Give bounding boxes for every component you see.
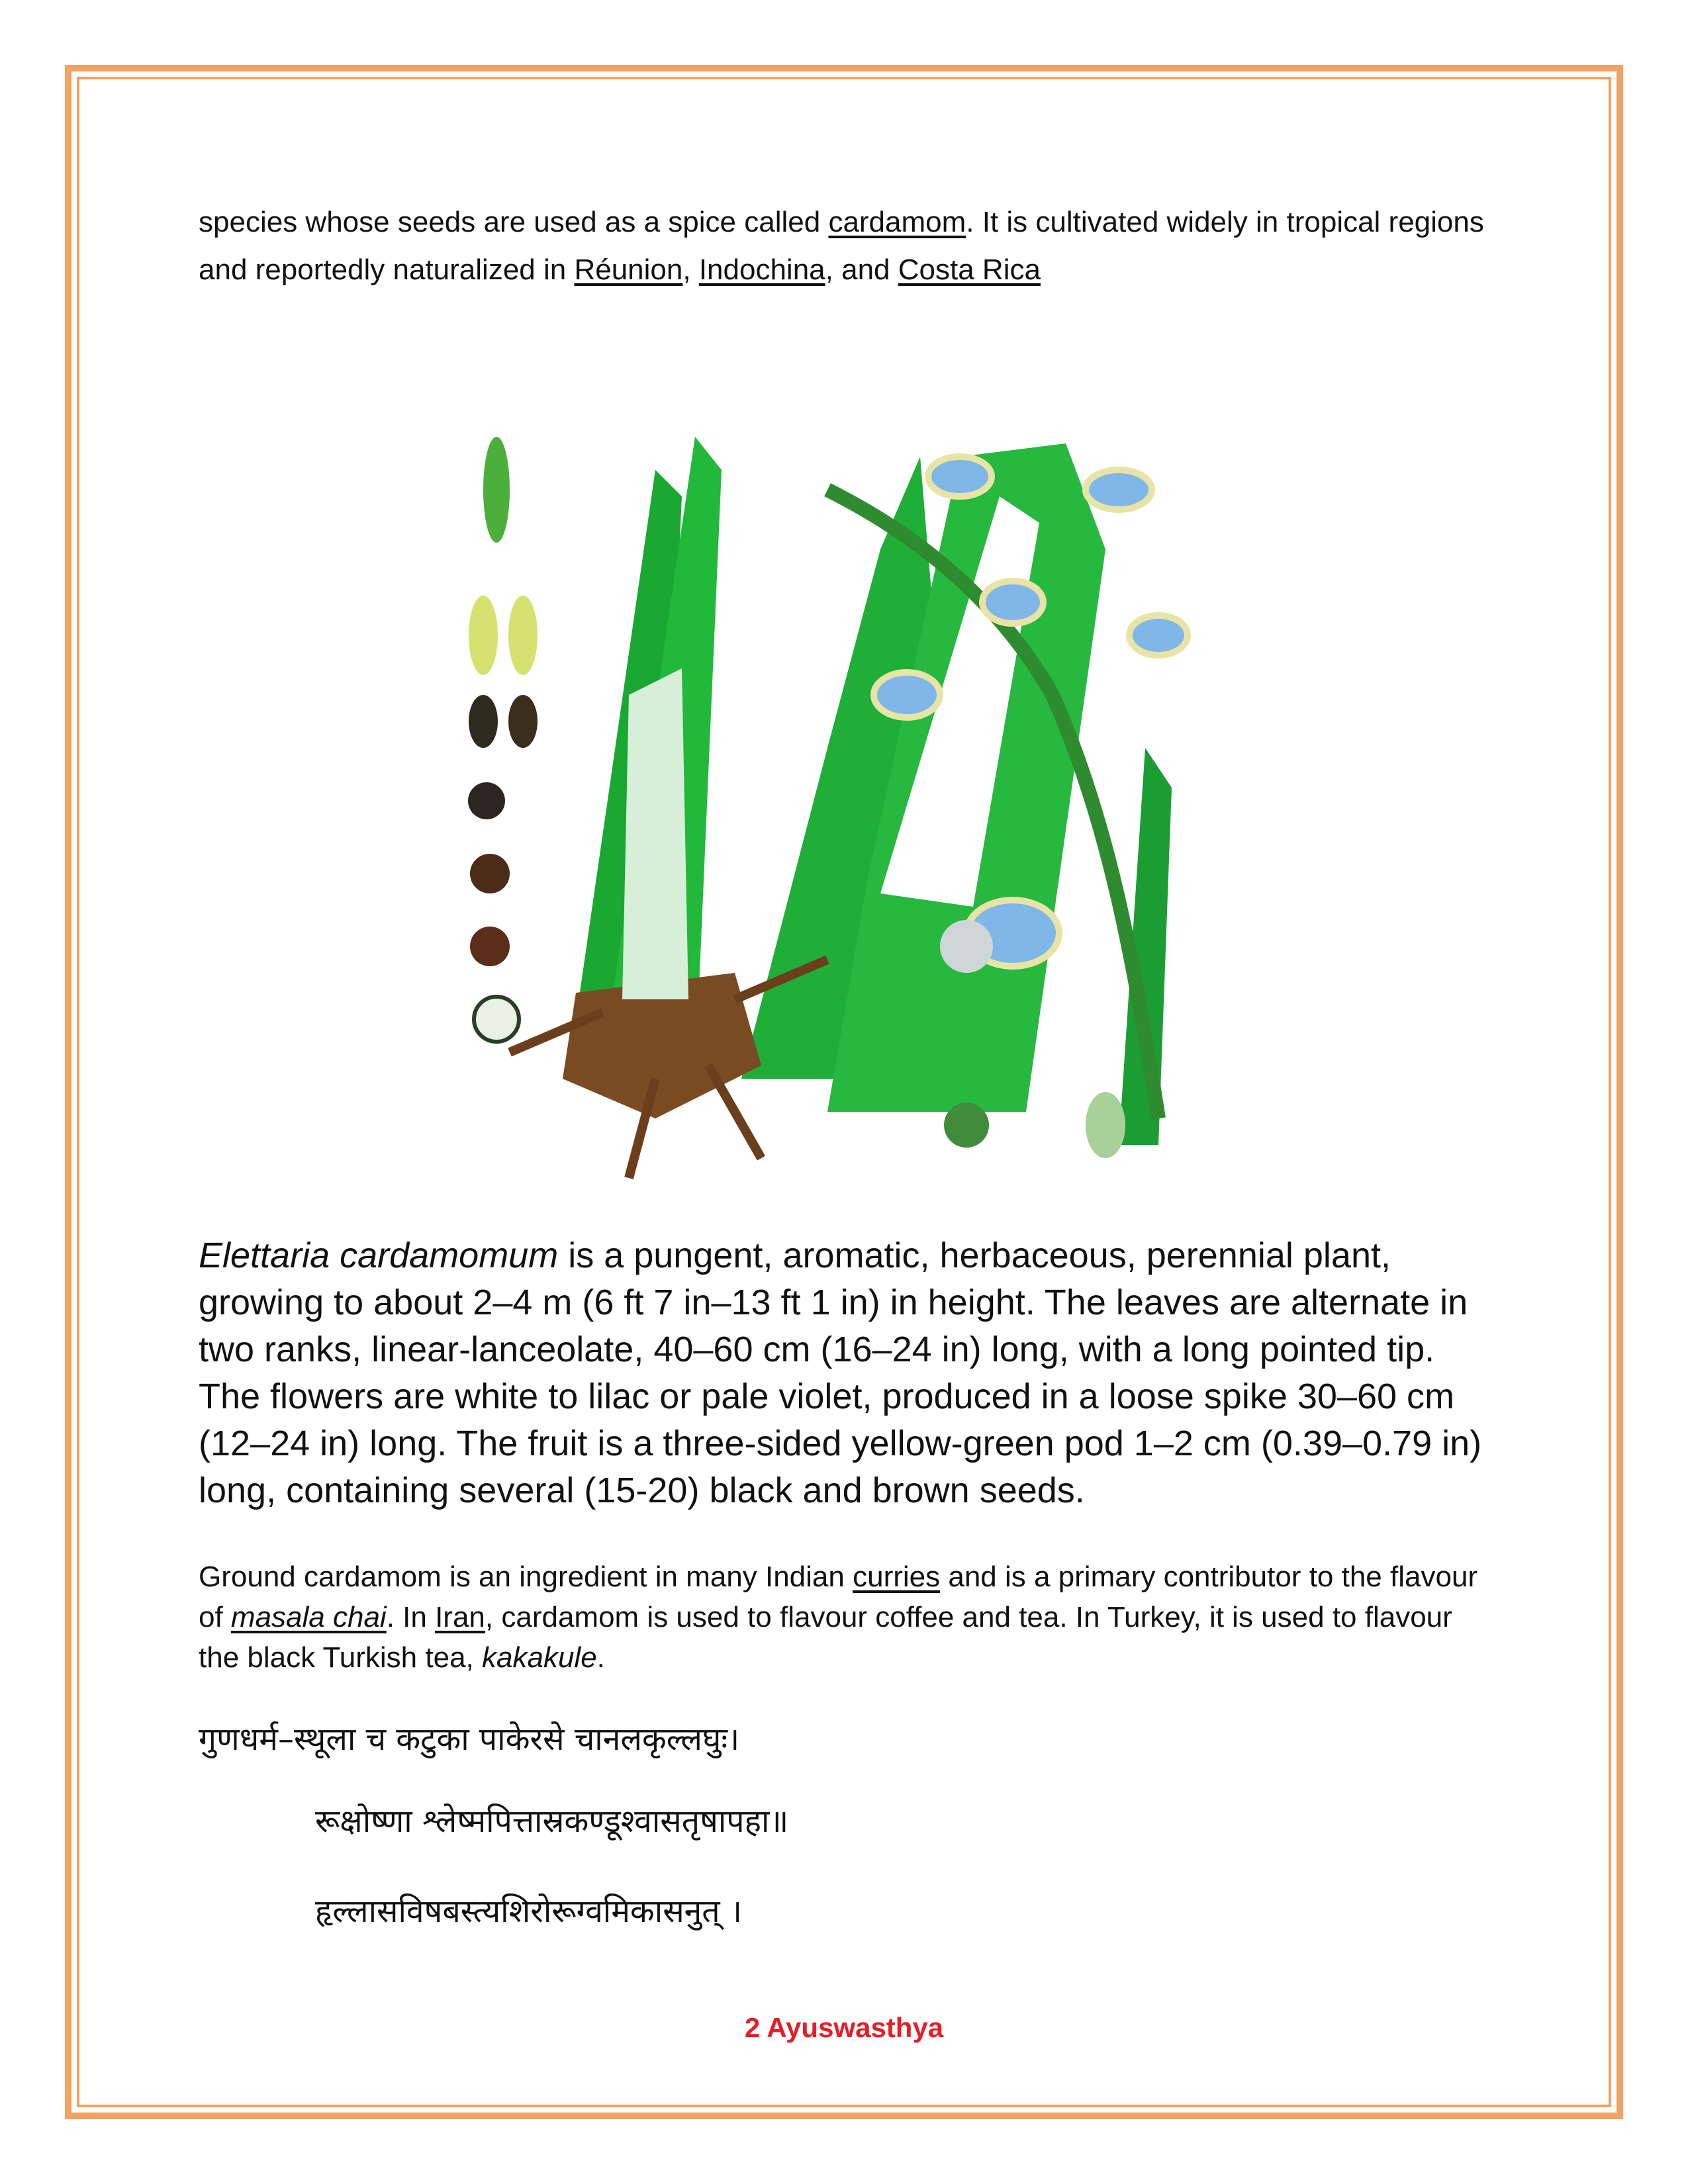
- cardamom-illustration: [457, 417, 1198, 1185]
- intro-text: ,: [682, 253, 699, 286]
- page-footer: 2 Ayuswasthya: [744, 2012, 944, 2043]
- link-curries[interactable]: curries: [853, 1561, 941, 1593]
- intro-text: . It is cultivated widely in tropical regions and reportedly naturalized in: [199, 206, 1484, 286]
- seed-section: [1086, 1092, 1125, 1158]
- link-masala-chai[interactable]: [231, 1601, 387, 1633]
- species-name: Elettaria cardamomum: [199, 1236, 559, 1275]
- sanskrit-line-2: रूक्षोष्णा श्लेष्मपित्तास्रकण्डूश्वासतृषापहा॥: [315, 1803, 789, 1840]
- main-text: is a pungent, aromatic, herbaceous, perennial plant, growing to about 2–4 m (6 ft 7 in–13 ft 1 in) in height. The leaves are alternate in two ranks, linear-lanceolate, 40–60 cm (16–24 in) long, with a long pointed tip. The flowers are white to lilac or pale violet, produced in a loose spike 30–60 cm (12–24 in) long. The fruit is a three-sided yellow-green pod 1–2 cm (0.39–0.79 in) long, containing several (15-20) black and brown seeds.: [199, 1236, 1482, 1510]
- ground-text: Ground cardamom is an ingredient in many Indian: [199, 1561, 853, 1593]
- link-reunion[interactable]: Réunion: [574, 253, 683, 286]
- main-paragraph: [199, 1232, 1496, 1514]
- link-costa-rica[interactable]: Costa Rica: [898, 253, 1041, 286]
- seed-specimens: [468, 437, 538, 1042]
- kakakule-text: kakakule: [482, 1641, 597, 1674]
- leaf-sheath: [622, 668, 688, 999]
- intro-text: , and: [825, 253, 898, 286]
- ground-text: . In: [386, 1601, 436, 1633]
- ground-text: .: [596, 1641, 605, 1674]
- ground-text: and is a primary contributor to the flavour of: [199, 1561, 1478, 1633]
- ground-cardamom-paragraph: [199, 1557, 1496, 1678]
- link-iran[interactable]: Iran: [435, 1601, 485, 1633]
- intro-text: species whose seeds are used as a spice called: [199, 206, 829, 238]
- ground-text: , cardamom is used to flavour coffee and tea. In Turkey, it is used to flavour the black Turkish tea,: [199, 1601, 1452, 1674]
- cardamom-plant-icon: [457, 417, 1198, 1185]
- fruit-section: [944, 1103, 989, 1148]
- sanskrit-line-1: गुणधर्म–स्थूला च कटुका पाकेरसे चानलकृल्लघुः।: [199, 1721, 740, 1758]
- masala-chai-text: masala chai: [230, 1601, 387, 1633]
- intro-paragraph: [199, 199, 1496, 294]
- sanskrit-line-3: हृल्लासविषबस्त्यशिरोरूग्वमिकासनुत् ।: [315, 1893, 743, 1930]
- pollen-detail: [940, 920, 993, 973]
- link-indochina[interactable]: Indochina: [698, 253, 825, 286]
- link-cardamom[interactable]: cardamom: [828, 206, 966, 238]
